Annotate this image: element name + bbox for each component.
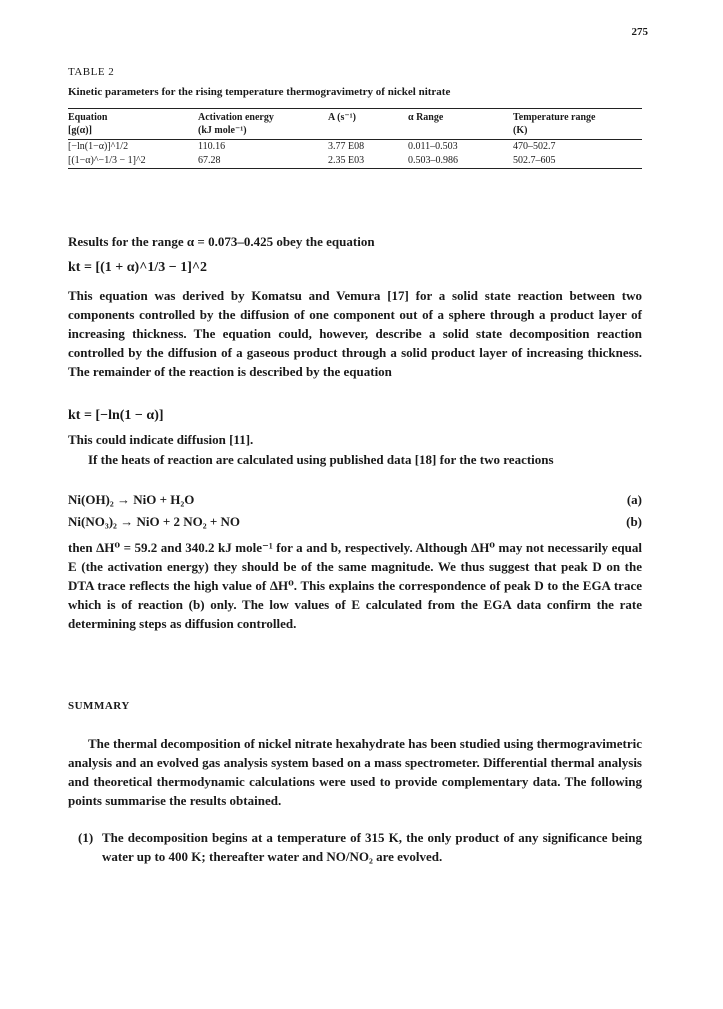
equation-2: kt = [−ln(1 − α)] [68, 408, 164, 423]
page-number: 275 [631, 26, 648, 38]
header-alpha-range: α Range [408, 112, 444, 123]
table-label: TABLE 2 [68, 66, 115, 78]
results-intro: Results for the range α = 0.073–0.425 obey the equation [68, 234, 375, 249]
paragraph-2: then ΔH⁰ = 59.2 and 340.2 kJ mole⁻¹ for a and b, respectively. Although ΔH⁰ may not necessarily equal E (the activation energy) they should be of the same magnitude. We thus suggest that peak D on the DTA trace reflects the high value of ΔH⁰. This explains the correspondence of peak D to the EGA trace which is of reaction (b) only. The low values of E calculated from the EGA data confirm the rate determining steps as diffusion controlled. [68, 540, 642, 631]
summary-paragraph: The thermal decomposition of nickel nitrate hexahydrate has been studied using thermogravimetric analysis and an evolved gas analysis system based on a mass spectrometer. Differential thermal analysis and theoretical thermodynamic calculations were used to provide complementary data. The following points summarise the results obtained. [68, 736, 642, 808]
reaction-a-equation: Ni(OH)₂ → NiO + H₂O [68, 492, 195, 507]
reaction-b-equation: Ni(NO₃)₂ → NiO + 2 NO₂ + NO [68, 514, 241, 529]
table-row: [(1−α)^−1/3 − 1]^2 67.28 2.35 E03 0.503–0.986 502.7–605 [68, 155, 556, 166]
heats-paragraph: If the heats of reaction are calculated using published data [18] for the two reactions [88, 452, 554, 467]
header-equation: Equation [g(α)] [68, 112, 108, 136]
table-row: [−ln(1−α)]^1/2 110.16 3.77 E08 0.011–0.503 470–502.7 [68, 141, 556, 152]
kinetic-parameters-table [68, 108, 642, 169]
table-header-row [68, 109, 642, 139]
reaction-b-label: (b) [626, 514, 642, 529]
reaction-b [68, 514, 642, 530]
summary-list-item [78, 828, 642, 866]
paragraph-1: This equation was derived by Komatsu and Vemura [17] for a solid state reaction between two components controlled by the diffusion of one component out of a sphere through a product layer of increasing thickness. The equation could, however, describe a solid state decomposition reaction controlled by the diffusion of a gaseous product through a solid product layer of increasing thickness. The remainder of the reaction is described by the equation [68, 288, 642, 379]
header-temperature-range: Temperature range (K) [513, 112, 596, 136]
reaction-a-label: (a) [626, 492, 642, 507]
equation-1: kt = [(1 + α)^1/3 − 1]^2 [68, 260, 208, 275]
header-a: A (s⁻¹) [328, 112, 356, 123]
table-bottom-rule [68, 168, 642, 169]
list-marker: (1) [78, 830, 94, 845]
header-activation-energy: Activation energy (kJ mole⁻¹) [198, 112, 274, 136]
list-text: The decomposition begins at a temperature of 315 K, the only product of any significance being water up to 400 K; thereafter water and NO/NO₂ are evolved. [102, 830, 642, 864]
table-caption: Kinetic parameters for the rising temperature thermogravimetry of nickel nitrate [68, 86, 451, 98]
summary-heading: SUMMARY [68, 700, 130, 712]
diffusion-line: This could indicate diffusion [11]. [68, 432, 254, 447]
reaction-a [68, 492, 642, 508]
